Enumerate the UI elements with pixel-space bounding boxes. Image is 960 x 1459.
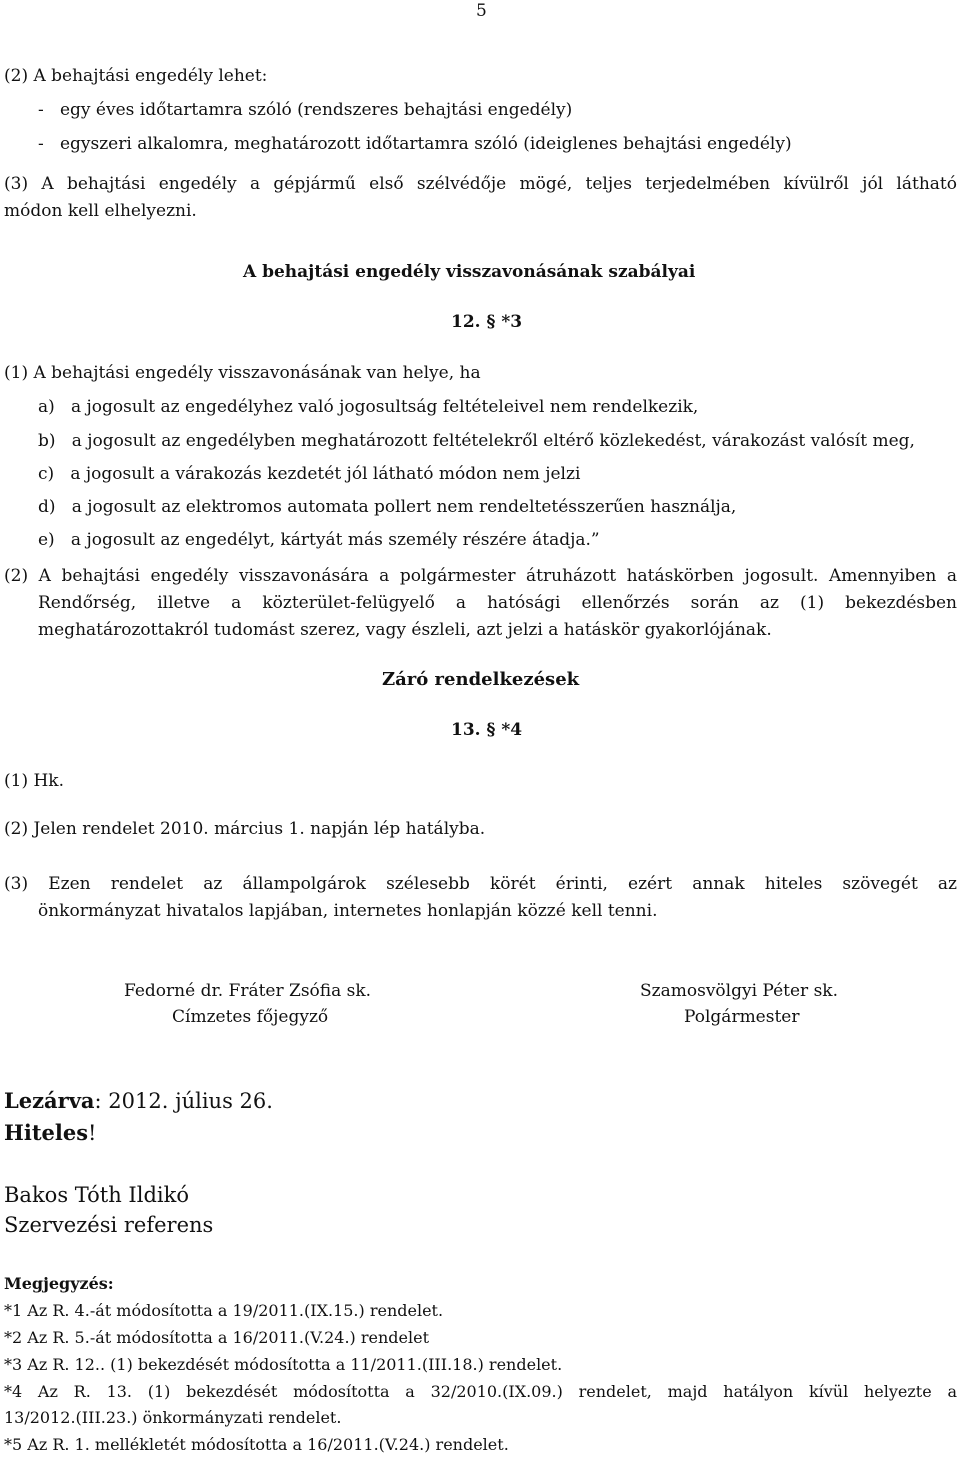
signature-left-title: Címzetes főjegyző — [172, 1007, 329, 1027]
paragraph-2-line-2: Rendőrség, illetve a közterület-felügyelő a hatósági ellenőrzés során az (1) bekezdésben — [38, 593, 957, 613]
paragraph-2-line-1: (2) A behajtási engedély visszavonására a polgármester átruházott hatáskörben jogosult. Amennyiben a — [4, 566, 957, 586]
note-item: *5 Az R. 1. mellékletét módosította a 16/2011.(V.24.) rendelet. — [4, 1435, 509, 1454]
signature-right-name: Szamosvölgyi Péter sk. — [640, 981, 839, 1001]
referent-role: Szervezési referens — [4, 1213, 214, 1237]
list-item: b) a jogosult az engedélyben meghatározott feltételekről eltérő közlekedést, várakozást valósít meg, — [38, 431, 915, 451]
note-item: *3 Az R. 12.. (1) bekezdését módosította a 11/2011.(III.18.) rendelet. — [4, 1355, 563, 1374]
authentic-label: Hiteles! — [4, 1120, 97, 1145]
section-symbol-icon: § — [480, 312, 502, 332]
referent-name: Bakos Tóth Ildikó — [4, 1183, 189, 1207]
signature-right-title: Polgármester — [684, 1007, 800, 1027]
list-item: c) a jogosult a várakozás kezdetét jól látható módon nem jelzi — [38, 464, 581, 484]
note-item-continuation: 13/2012.(III.23.) önkormányzati rendelet. — [4, 1408, 342, 1427]
section-symbol-icon: § — [480, 720, 502, 740]
note-item: *4 Az R. 13. (1) bekezdését módosította a 32/2010.(IX.09.) rendelet, majd hatályon kívül helyezte a — [4, 1382, 957, 1401]
paragraph-3-line-1: (3) A behajtási engedély a gépjármű első szélvédője mögé, teljes terjedelmében kívülről jól látható — [4, 174, 957, 194]
page-number: 5 — [476, 1, 487, 21]
list-item: a) a jogosult az engedélyhez való jogosultság feltételeivel nem rendelkezik, — [38, 397, 699, 417]
paragraph-2: (2) A behajtási engedély lehet: — [4, 66, 268, 86]
note-item: *2 Az R. 5.-át módosította a 16/2011.(V.24.) rendelet — [4, 1328, 430, 1347]
list-item: - egyszeri alkalomra, meghatározott időtartamra szóló (ideiglenes behajtási engedély) — [38, 134, 792, 154]
paragraph-2-line-3: meghatározottakról tudomást szerez, vagy észleli, azt jelzi a hatáskör gyakorlójának. — [38, 620, 772, 640]
paragraph-1: (1) A behajtási engedély visszavonásának van helye, ha — [4, 363, 481, 383]
list-item: - egy éves időtartamra szóló (rendszeres behajtási engedély) — [38, 100, 573, 120]
paragraph-3-line-1: (3) Ezen rendelet az állampolgárok szélesebb körét érinti, ezért annak hiteles szövegét az — [4, 874, 957, 894]
section-heading: A behajtási engedély visszavonásának szabályai — [243, 262, 696, 282]
closed-date: Lezárva: 2012. július 26. — [4, 1088, 273, 1113]
paragraph-2: (2) Jelen rendelet 2010. március 1. napján lép hatályba. — [4, 819, 486, 839]
note-item: *1 Az R. 4.-át módosította a 19/2011.(IX.15.) rendelet. — [4, 1301, 444, 1320]
signature-left-name: Fedorné dr. Fráter Zsófia sk. — [124, 981, 372, 1001]
list-item: e) a jogosult az engedélyt, kártyát más személy részére átadja.” — [38, 530, 600, 550]
section-number: 12. § *3 — [451, 312, 523, 332]
list-item: d) a jogosult az elektromos automata pollert nem rendeltetésszerűen használja, — [38, 497, 737, 517]
paragraph-3-line-2: önkormányzat hivatalos lapjában, internetes honlapján közzé kell tenni. — [38, 901, 658, 921]
section-heading: Záró rendelkezések — [382, 669, 580, 690]
paragraph-3-line-2: módon kell elhelyezni. — [4, 201, 197, 221]
paragraph-1: (1) Hk. — [4, 771, 65, 791]
section-number: 13. § *4 — [451, 720, 523, 740]
notes-heading: Megjegyzés: — [4, 1274, 114, 1293]
